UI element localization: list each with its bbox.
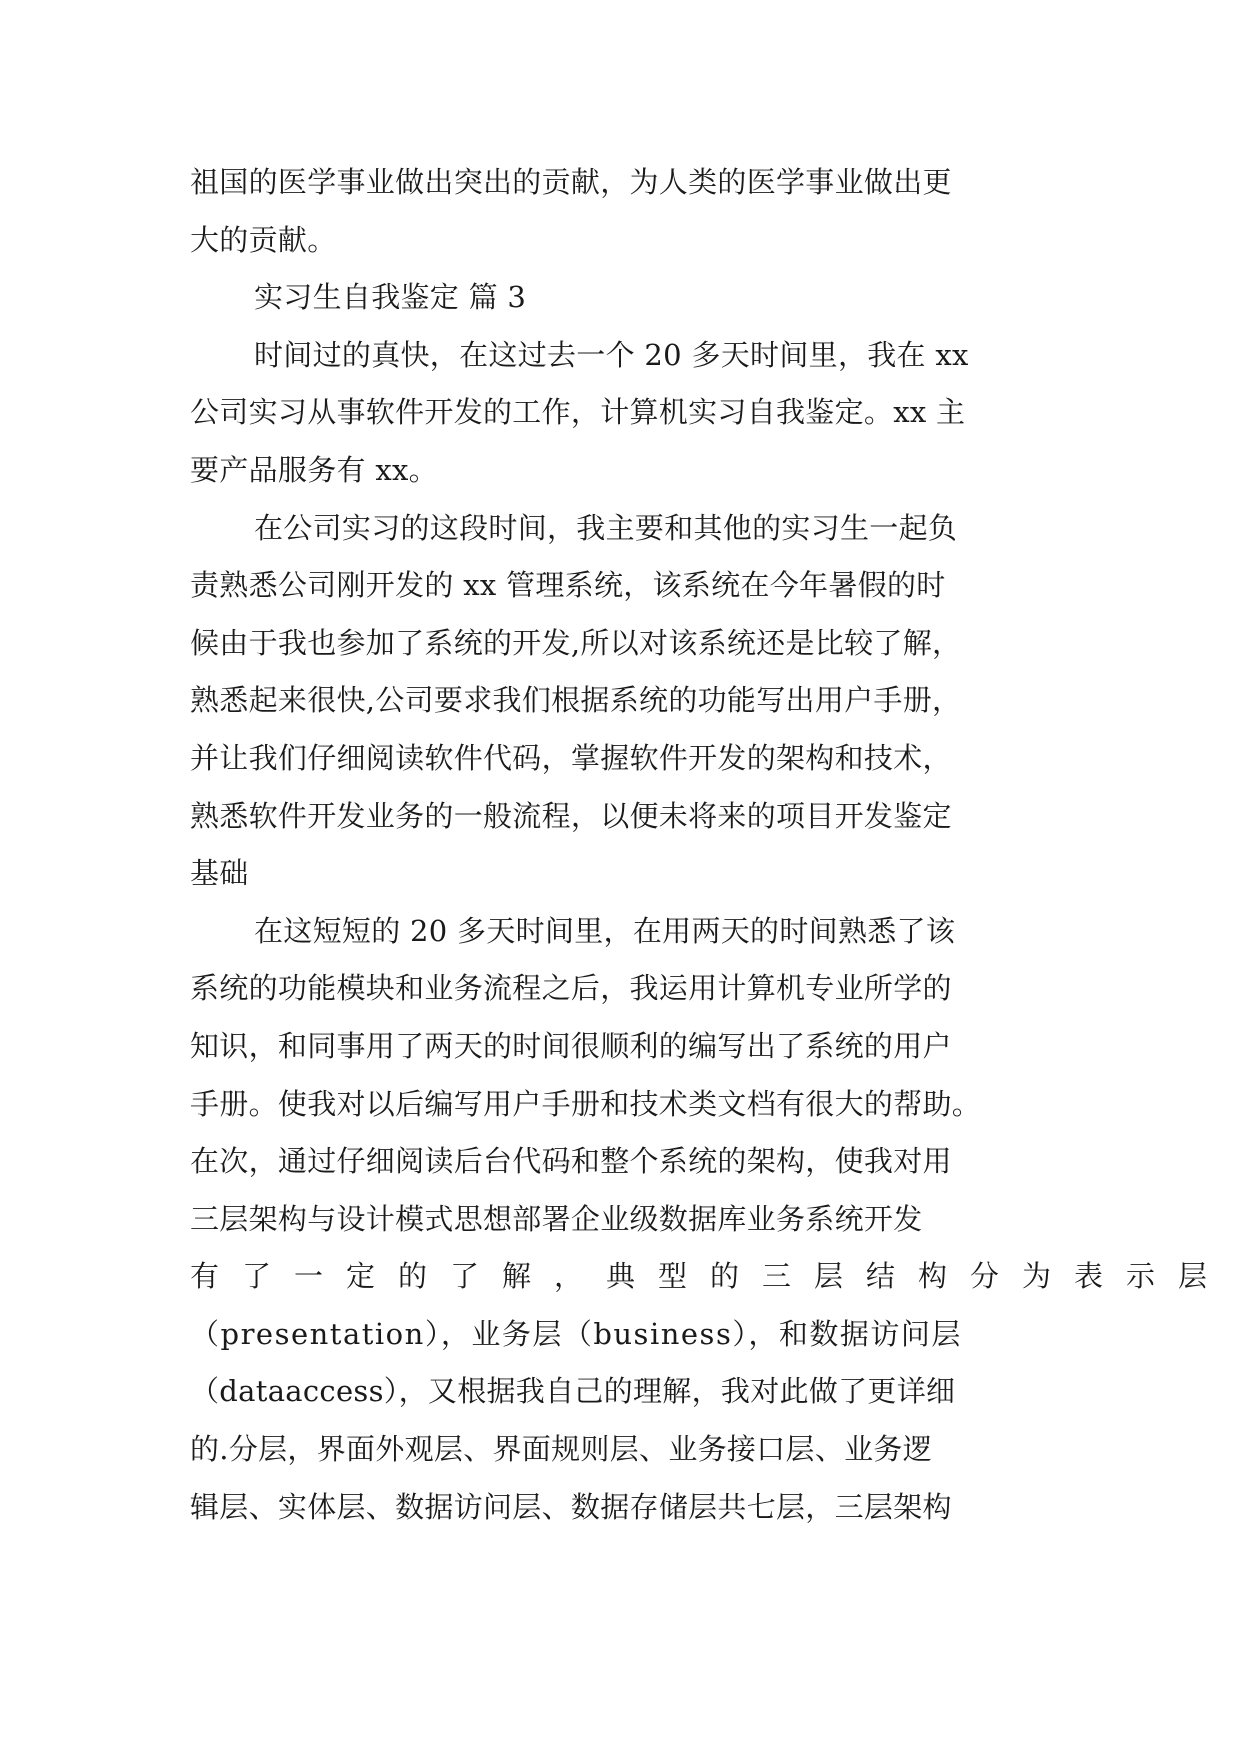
text-line: 祖国的医学事业做出突出的贡献，为人类的医学事业做出更: [190, 165, 952, 199]
text-line: 辑层、实体层、数据访问层、数据存储层共七层，三层架构: [190, 1489, 952, 1524]
text-line: 有了一定的了解，典型的三层结构分为表示层: [190, 1259, 1231, 1294]
text-line: 并让我们仔细阅读软件代码，掌握软件开发的架构和技术，: [190, 740, 952, 775]
text-line: 公司实习从事软件开发的工作，计算机实习自我鉴定。xx 主: [190, 395, 966, 430]
text-line: 在次，通过仔细阅读后台代码和整个系统的架构，使我对用: [190, 1144, 952, 1179]
text-line: （presentation），业务层（business），和数据访问层: [190, 1316, 962, 1351]
text-line: 基础: [190, 856, 249, 891]
text-line: 熟悉软件开发业务的一般流程，以便未将来的项目开发鉴定: [190, 798, 952, 833]
text-line: 在公司实习的这段时间，我主要和其他的实习生一起负: [254, 510, 958, 545]
text-line: 的.分层，界面外观层、界面规则层、业务接口层、业务逻: [190, 1432, 933, 1467]
text-line: （dataaccess），又根据我自己的理解，我对此做了更详细: [190, 1374, 956, 1409]
text-line: 时间过的真快，在这过去一个 20 多天时间里，我在 xx: [254, 337, 969, 372]
text-line: 知识，和同事用了两天的时间很顺利的编写出了系统的用户: [190, 1028, 952, 1063]
text-line: 候由于我也参加了系统的开发,所以对该系统还是比较了解，: [190, 625, 962, 660]
text-line: 系统的功能模块和业务流程之后，我运用计算机专业所学的: [190, 971, 952, 1006]
text-line: 大的贡献。: [190, 222, 337, 257]
text-line: 要产品服务有 xx。: [190, 452, 438, 487]
text-line: 熟悉起来很快,公司要求我们根据系统的功能写出用户手册，: [190, 683, 962, 718]
document-body: [190, 154, 1231, 1536]
text-line: 手册。使我对以后编写用户手册和技术类文档有很大的帮助。: [190, 1086, 982, 1121]
text-line: 在这短短的 20 多天时间里，在用两天的时间熟悉了该: [254, 913, 956, 948]
section-heading: 实习生自我鉴定 篇 3: [254, 280, 527, 315]
text-line: 责熟悉公司刚开发的 xx 管理系统，该系统在今年暑假的时: [190, 568, 946, 603]
text-line: 三层架构与设计模式思想部署企业级数据库业务系统开发: [190, 1201, 923, 1236]
